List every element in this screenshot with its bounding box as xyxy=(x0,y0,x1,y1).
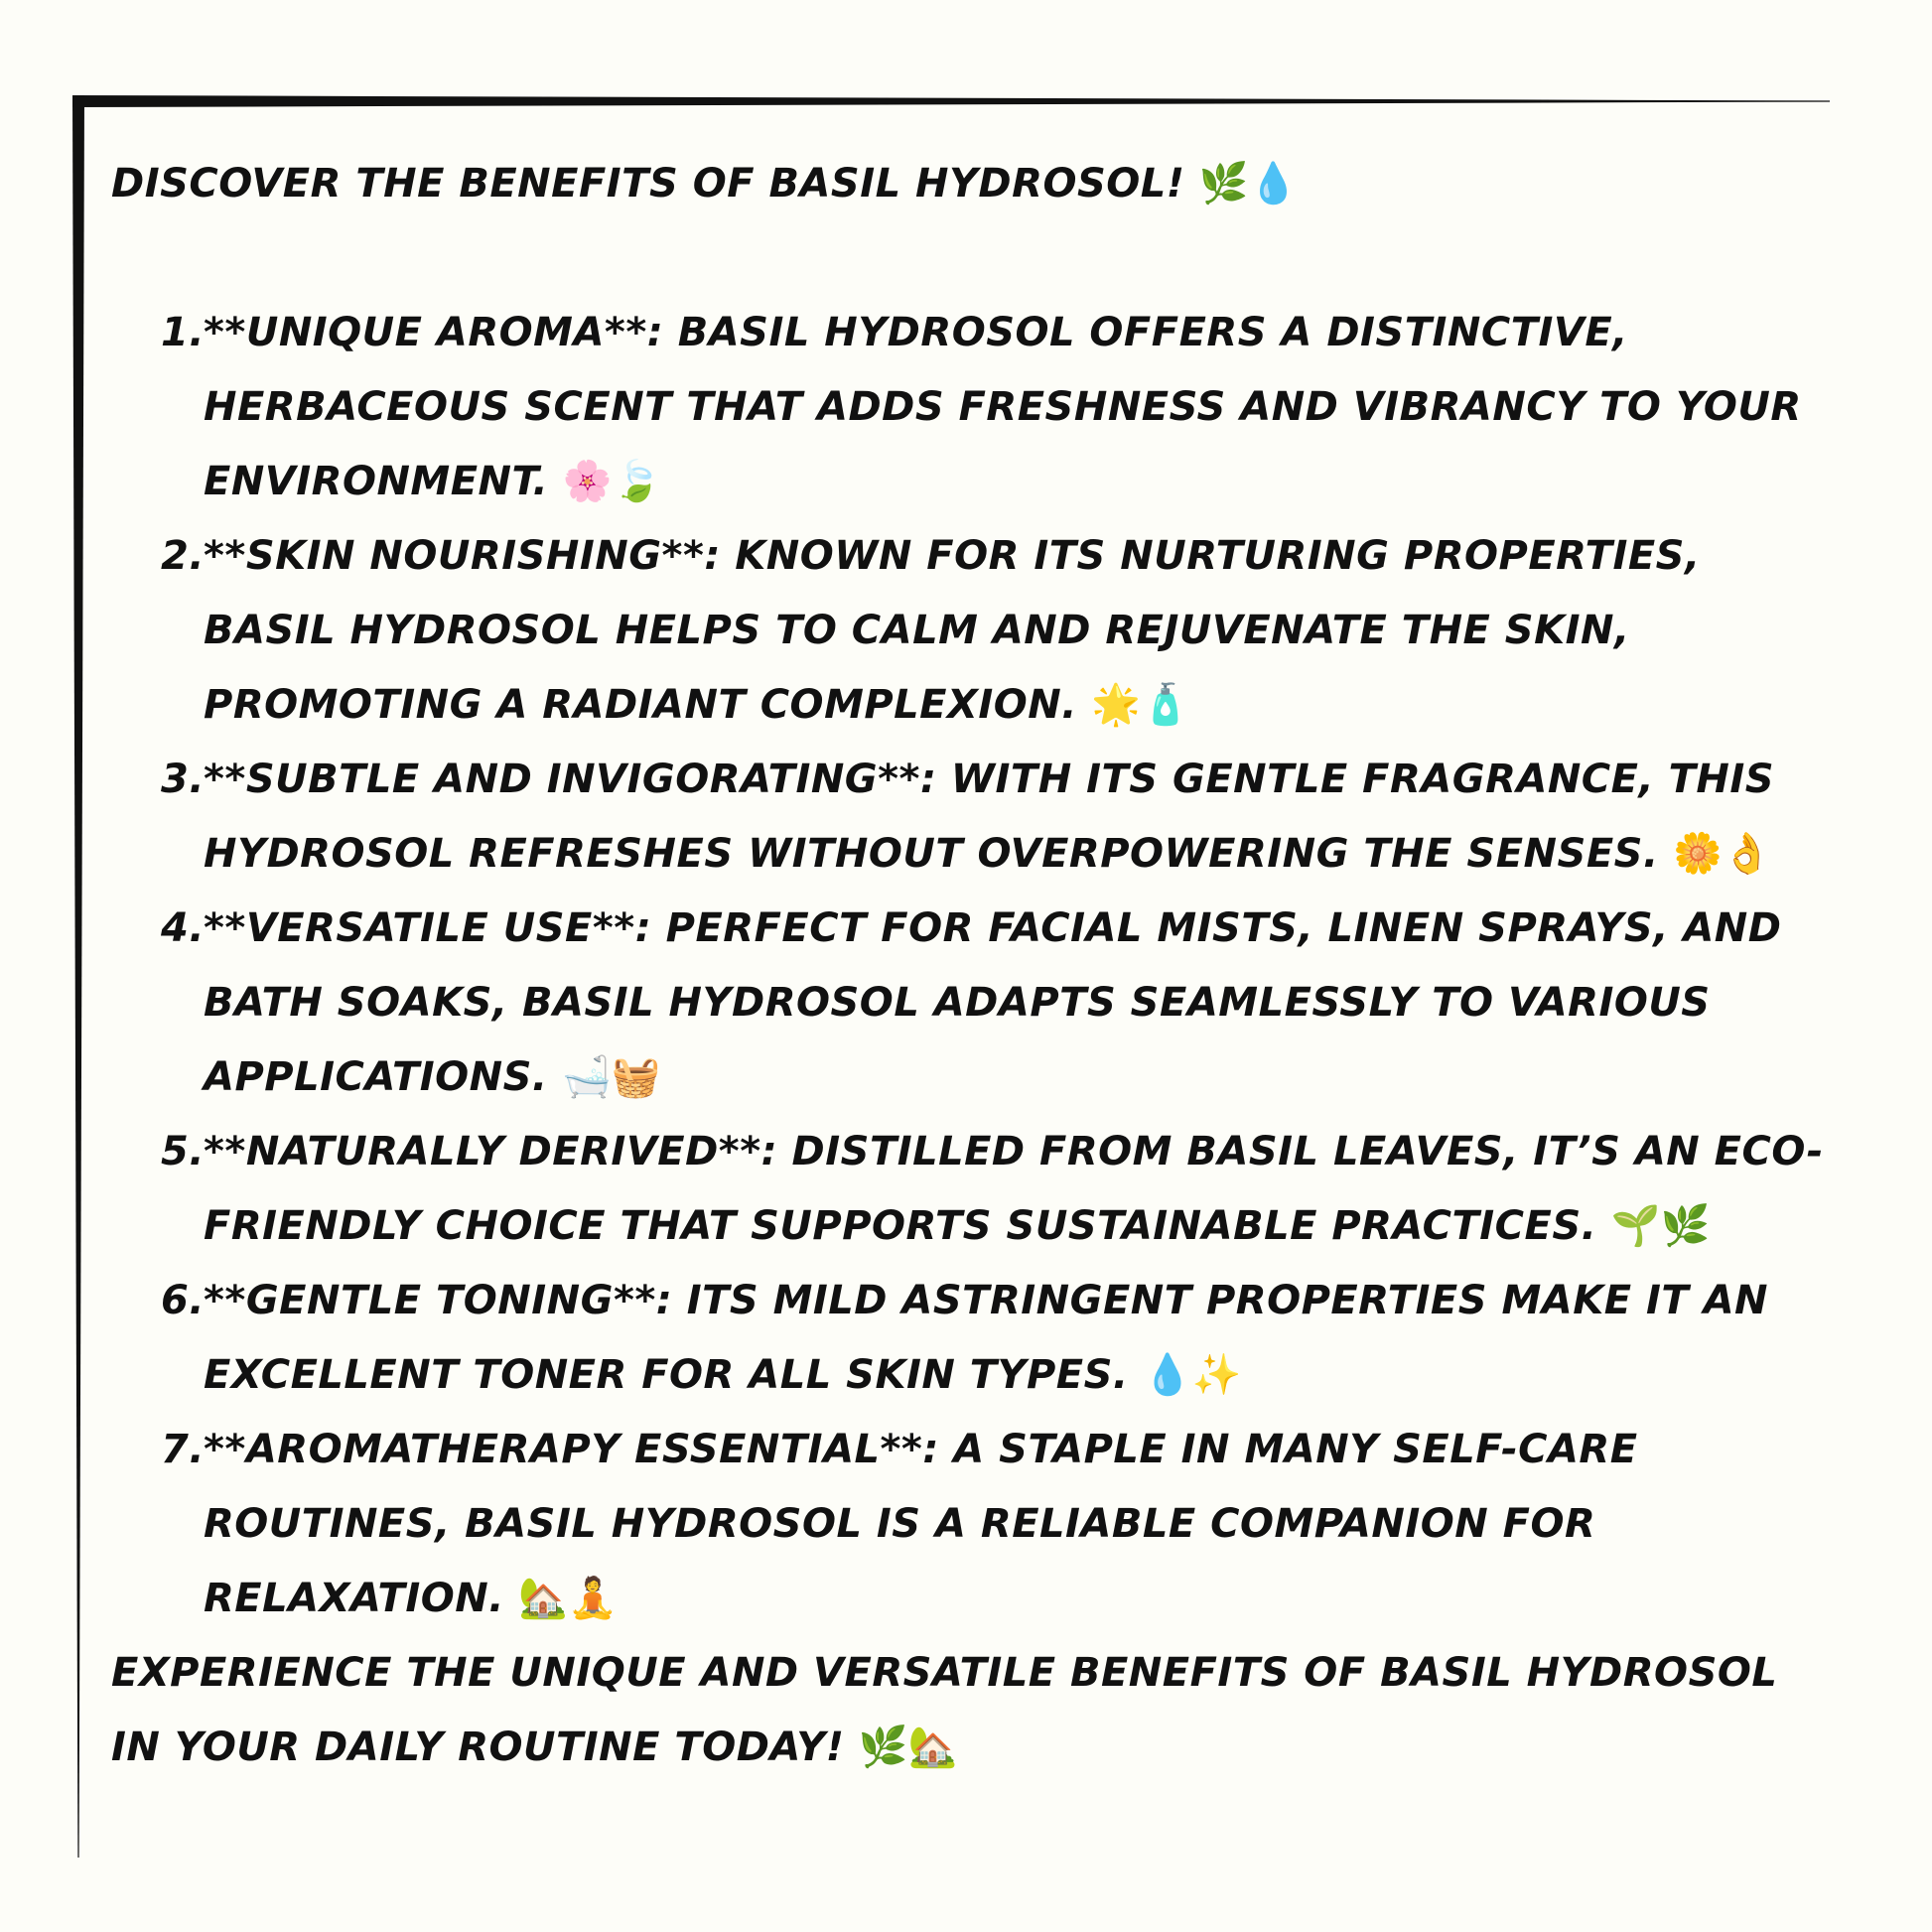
closing-text: EXPERIENCE THE UNIQUE AND VERSATILE BENEFITS OF BASIL HYDROSOL IN YOUR DAILY ROUTINE TODAY! xyxy=(111,1650,1778,1770)
benefit-number: 3. xyxy=(161,757,206,802)
benefit-number: 5. xyxy=(161,1129,206,1174)
benefit-item xyxy=(111,1115,1839,1264)
benefit-item xyxy=(111,743,1839,892)
benefits-list xyxy=(111,296,1839,1636)
benefit-number: 6. xyxy=(161,1278,206,1323)
flower-leaf-emoji: 🌸🍃 xyxy=(562,459,662,504)
benefit-text: **AROMATHERAPY ESSENTIAL**: A STAPLE IN MANY SELF-CARE ROUTINES, BASIL HYDROSOL IS A RELIABLE COMPANION FOR RELAXATION. xyxy=(204,1427,1638,1621)
post-title-text: DISCOVER THE BENEFITS OF BASIL HYDROSOL! xyxy=(111,161,1185,207)
herb-house-emoji: 🌿🏡 xyxy=(858,1725,958,1770)
frame-left-border xyxy=(72,95,84,1858)
benefit-text: **GENTLE TONING**: ITS MILD ASTRINGENT PROPERTIES MAKE IT AN EXCELLENT TONER FOR ALL SKIN TYPES. xyxy=(204,1278,1768,1398)
daisy-ok-hand-emoji: 🌼👌 xyxy=(1673,831,1772,877)
benefit-number: 4. xyxy=(161,905,206,951)
star-lotion-emoji: 🌟🧴 xyxy=(1091,682,1190,728)
benefit-text: **NATURALLY DERIVED**: DISTILLED FROM BASIL LEAVES, IT’S AN ECO-FRIENDLY CHOICE THAT SUPPORTS SUSTAINABLE PRACTICES. xyxy=(204,1129,1824,1249)
benefit-item xyxy=(111,519,1839,743)
benefit-number: 7. xyxy=(161,1427,206,1472)
bathtub-basket-emoji: 🛁🧺 xyxy=(562,1054,661,1100)
benefit-item xyxy=(111,1413,1839,1636)
benefit-text: **UNIQUE AROMA**: BASIL HYDROSOL OFFERS A DISTINCTIVE, HERBACEOUS SCENT THAT ADDS FRESHNESS AND VIBRANCY TO YOUR ENVIRONMENT. xyxy=(204,310,1802,504)
benefit-number: 2. xyxy=(161,533,206,579)
frame-top-border xyxy=(72,95,1830,107)
benefit-text: **SKIN NOURISHING**: KNOWN FOR ITS NURTURING PROPERTIES, BASIL HYDROSOL HELPS TO CALM AND REJUVENATE THE SKIN, PROMOTING A RADIANT COMPLEXION. xyxy=(204,533,1701,728)
benefit-text: **SUBTLE AND INVIGORATING**: WITH ITS GENTLE FRAGRANCE, THIS HYDROSOL REFRESHES WITHOUT OVERPOWERING THE SENSES. xyxy=(204,757,1775,877)
droplet-sparkles-emoji: 💧✨ xyxy=(1143,1352,1242,1398)
seedling-herb-emoji: 🌱🌿 xyxy=(1610,1203,1711,1249)
blank-line xyxy=(111,221,1839,296)
post-title xyxy=(111,147,1839,221)
house-meditation-emoji: 🏡🧘 xyxy=(518,1576,618,1621)
closing-statement xyxy=(111,1636,1839,1785)
benefit-number: 1. xyxy=(161,310,206,355)
herb-droplet-emoji: 🌿💧 xyxy=(1198,161,1299,207)
benefit-item xyxy=(111,1264,1839,1413)
post-content xyxy=(111,147,1839,1785)
benefit-item xyxy=(111,296,1839,519)
benefit-item xyxy=(111,892,1839,1115)
benefit-text: **VERSATILE USE**: PERFECT FOR FACIAL MISTS, LINEN SPRAYS, AND BATH SOAKS, BASIL HYDROSOL ADAPTS SEAMLESSLY TO VARIOUS APPLICATIONS. xyxy=(204,905,1782,1100)
